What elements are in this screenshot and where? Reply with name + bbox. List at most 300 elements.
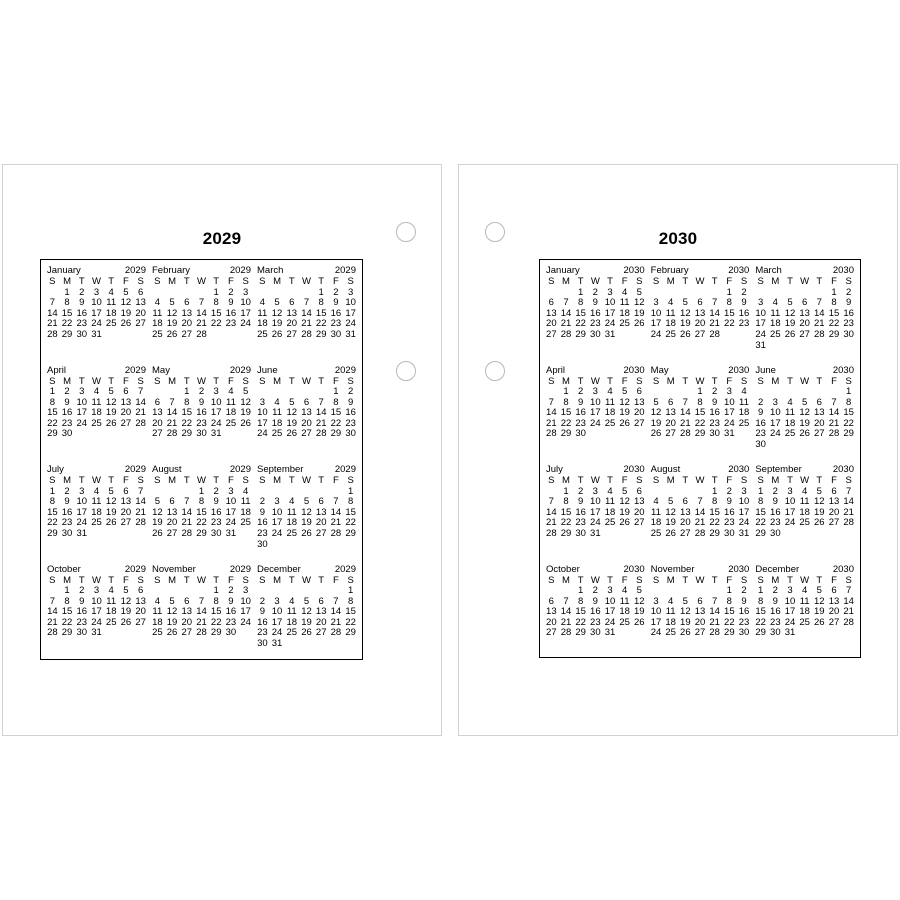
day-number: 3 — [607, 286, 613, 298]
day-number: 9 — [259, 506, 265, 518]
day-number: 19 — [814, 606, 825, 618]
day-number: 1 — [347, 585, 354, 597]
day-number: 30 — [330, 328, 342, 340]
day-number: 25 — [225, 417, 237, 429]
month-august — [149, 464, 254, 564]
month-year: 2029 — [229, 464, 251, 475]
month-name: January — [47, 265, 81, 276]
weekday-label: T — [787, 574, 793, 586]
day-number: 26 — [814, 616, 825, 628]
day-number: 3 — [787, 485, 793, 497]
weekday-label: T — [787, 375, 793, 387]
day-number: 12 — [680, 307, 691, 319]
day-number: 18 — [240, 506, 251, 518]
day-number: 1 — [184, 386, 190, 398]
day-number: 19 — [799, 417, 810, 429]
day-number: 12 — [799, 407, 810, 419]
day-number: 6 — [636, 386, 642, 398]
day-number: 7 — [548, 396, 554, 408]
day-number: 12 — [120, 297, 132, 309]
day-number: 16 — [590, 606, 601, 618]
day-number: 8 — [213, 297, 219, 309]
day-number: 23 — [738, 616, 750, 628]
day-number: 11 — [665, 606, 676, 618]
weekday-label: S — [154, 276, 161, 287]
day-number: 2 — [213, 485, 219, 497]
day-number: 27 — [694, 328, 706, 340]
day-number: 14 — [560, 606, 572, 618]
day-number: 11 — [225, 396, 236, 408]
day-number: 10 — [724, 396, 735, 408]
weekday-label: T — [711, 574, 718, 586]
day-number: 20 — [814, 417, 825, 429]
day-number: 30 — [257, 538, 268, 550]
day-number: 20 — [828, 506, 840, 518]
weekday-label: S — [347, 475, 354, 486]
day-number: 13 — [120, 396, 132, 408]
month-header — [544, 564, 647, 576]
day-number: 4 — [289, 496, 295, 508]
month-days-grid — [45, 377, 148, 441]
day-number: 18 — [286, 517, 298, 529]
day-number: 25 — [665, 328, 676, 340]
weekday-label: W — [695, 276, 705, 287]
weekday-label: T — [213, 574, 220, 586]
day-number: 11 — [651, 506, 661, 518]
weekday-label: M — [273, 276, 282, 287]
day-number: 9 — [79, 595, 85, 607]
weekday-label: W — [695, 375, 705, 387]
day-number: 11 — [152, 307, 163, 319]
day-number: 3 — [592, 386, 598, 398]
day-number: 17 — [91, 307, 102, 319]
day-number: 15 — [330, 407, 342, 419]
day-number: 6 — [831, 485, 837, 497]
day-number: 14 — [196, 307, 207, 319]
day-number: 4 — [108, 286, 114, 298]
month-header — [753, 564, 856, 576]
day-number: 29 — [330, 428, 342, 440]
day-number: 30 — [76, 328, 88, 340]
day-number: 6 — [123, 386, 129, 398]
day-number: 16 — [738, 307, 750, 319]
day-number: 28 — [330, 527, 342, 539]
day-number: 15 — [61, 307, 73, 319]
day-number: 27 — [166, 527, 178, 539]
day-number: 31 — [784, 627, 796, 639]
weekday-label: S — [137, 475, 144, 486]
day-number: 8 — [198, 496, 205, 508]
year-calendar-grid — [40, 259, 363, 660]
day-number: 20 — [301, 417, 312, 429]
day-number: 11 — [605, 396, 615, 408]
day-number: 8 — [347, 496, 354, 508]
weekday-label: S — [137, 574, 144, 586]
day-number: 7 — [169, 396, 175, 408]
day-number: 4 — [787, 396, 793, 408]
month-year: 2030 — [728, 464, 750, 475]
day-number: 25 — [286, 527, 298, 539]
weekday-label: S — [757, 276, 764, 287]
weekday-label: S — [845, 276, 852, 287]
day-number: 9 — [64, 496, 70, 508]
day-number: 11 — [240, 496, 251, 508]
day-number: 28 — [843, 517, 854, 529]
month-days-grid — [255, 476, 358, 550]
weekday-label: T — [108, 574, 115, 586]
day-number: 17 — [345, 307, 356, 319]
weekday-label: F — [621, 574, 628, 586]
weekday-label: M — [273, 375, 282, 387]
day-number: 21 — [560, 616, 572, 628]
day-number: 10 — [590, 496, 601, 508]
day-number: 8 — [712, 496, 718, 508]
month-year: 2029 — [334, 464, 356, 475]
day-number: 21 — [166, 417, 178, 429]
day-number: 26 — [619, 417, 630, 429]
day-number: 7 — [333, 595, 339, 607]
day-number: 25 — [152, 627, 163, 639]
day-number: 27 — [665, 428, 676, 440]
day-number: 26 — [680, 328, 691, 340]
day-number: 7 — [548, 496, 554, 508]
weekday-label: S — [242, 574, 249, 586]
day-number: 13 — [135, 595, 146, 607]
month-header — [45, 564, 148, 576]
day-number: 29 — [196, 527, 207, 539]
day-number: 25 — [91, 417, 102, 429]
day-number: 17 — [240, 307, 251, 319]
day-number: 3 — [758, 297, 764, 309]
day-number: 16 — [61, 407, 73, 419]
month-september — [752, 464, 857, 564]
day-number: 8 — [845, 396, 852, 408]
day-number: 28 — [181, 527, 193, 539]
weekday-label: M — [168, 276, 177, 287]
day-number: 21 — [828, 417, 840, 429]
day-number: 29 — [61, 627, 73, 639]
day-number: 8 — [758, 496, 764, 508]
day-number: 9 — [213, 496, 219, 508]
day-number: 30 — [843, 328, 854, 340]
day-number: 27 — [634, 417, 645, 429]
day-number: 23 — [196, 417, 207, 429]
day-number: 11 — [785, 407, 795, 419]
day-number: 21 — [694, 517, 706, 529]
day-number: 7 — [697, 496, 703, 508]
day-number: 27 — [120, 417, 132, 429]
day-number: 15 — [47, 506, 58, 518]
day-number: 9 — [64, 396, 70, 408]
weekday-label: T — [607, 475, 613, 486]
day-number: 16 — [225, 606, 237, 618]
day-number: 30 — [770, 527, 781, 539]
day-number: 20 — [181, 318, 193, 330]
day-number: 22 — [575, 318, 586, 330]
day-number: 13 — [694, 606, 706, 618]
month-year: 2029 — [334, 265, 356, 276]
day-number: 29 — [181, 428, 193, 440]
day-number: 10 — [271, 606, 283, 618]
month-year: 2030 — [832, 265, 854, 276]
day-number: 24 — [738, 517, 750, 529]
month-days-grid — [649, 377, 752, 441]
day-number: 18 — [604, 506, 616, 518]
day-number: 22 — [181, 417, 193, 429]
day-number: 16 — [590, 307, 601, 319]
weekday-label: S — [740, 375, 748, 387]
month-november — [648, 564, 753, 664]
day-number: 31 — [91, 328, 102, 340]
day-number: 17 — [590, 407, 601, 419]
weekday-label: T — [288, 475, 295, 486]
day-number: 11 — [665, 307, 676, 319]
day-number: 28 — [135, 417, 146, 429]
weekday-label: S — [652, 574, 660, 586]
day-number: 19 — [680, 616, 691, 628]
weekday-label: F — [831, 276, 837, 287]
day-number: 27 — [315, 527, 327, 539]
day-number: 20 — [634, 407, 645, 419]
day-number: 14 — [843, 496, 854, 508]
day-number: 28 — [546, 527, 557, 539]
day-number: 4 — [93, 485, 100, 497]
weekday-label: W — [302, 574, 311, 586]
day-number: 4 — [228, 386, 234, 398]
day-number: 16 — [76, 307, 88, 319]
day-number: 21 — [843, 506, 854, 518]
weekday-label: F — [621, 475, 628, 486]
day-number: 23 — [225, 318, 237, 330]
day-number: 24 — [650, 627, 662, 639]
day-number: 24 — [784, 616, 796, 628]
day-number: 12 — [120, 595, 132, 607]
day-number: 18 — [619, 606, 630, 618]
day-number: 16 — [575, 407, 586, 419]
day-number: 6 — [123, 485, 129, 497]
day-number: 23 — [843, 318, 854, 330]
day-number: 18 — [738, 407, 750, 419]
day-number: 13 — [694, 307, 706, 319]
day-number: 24 — [345, 318, 356, 330]
weekday-label: W — [695, 574, 705, 586]
month-name: March — [755, 265, 782, 276]
day-number: 26 — [105, 417, 117, 429]
day-number: 3 — [726, 386, 732, 398]
day-number: 13 — [546, 307, 557, 319]
weekday-label: W — [302, 475, 311, 486]
day-number: 25 — [604, 517, 616, 529]
day-number: 12 — [814, 595, 825, 607]
day-number: 15 — [560, 407, 572, 419]
day-number: 26 — [301, 527, 312, 539]
day-number: 2 — [845, 286, 852, 298]
day-number: 19 — [634, 307, 645, 319]
day-number: 16 — [210, 506, 222, 518]
day-number: 4 — [668, 297, 674, 309]
day-number: 29 — [575, 328, 586, 340]
weekday-label: M — [771, 276, 780, 287]
weekday-label: M — [168, 475, 177, 486]
weekday-label: W — [590, 574, 600, 586]
day-number: 20 — [665, 417, 676, 429]
weekday-label: S — [636, 475, 643, 486]
month-days-grid — [544, 377, 647, 441]
day-number: 20 — [120, 407, 132, 419]
day-number: 25 — [799, 616, 810, 628]
day-number: 10 — [604, 297, 616, 309]
day-number: 7 — [563, 297, 569, 309]
day-number: 13 — [315, 606, 327, 618]
weekday-label: T — [108, 475, 115, 486]
day-number: 12 — [166, 307, 178, 319]
day-number: 10 — [240, 595, 251, 607]
day-number: 13 — [315, 506, 327, 518]
weekday-label: F — [726, 375, 733, 387]
day-number: 23 — [575, 517, 586, 529]
day-number: 2 — [79, 286, 85, 298]
day-number: 7 — [198, 595, 205, 607]
day-number: 21 — [680, 417, 691, 429]
day-number: 24 — [590, 417, 601, 429]
day-number: 1 — [578, 585, 584, 597]
day-number: 25 — [286, 627, 298, 639]
weekday-label: S — [548, 574, 555, 586]
day-number: 3 — [93, 585, 100, 597]
day-number: 8 — [726, 297, 732, 309]
day-number: 24 — [590, 517, 601, 529]
month-name: May — [650, 364, 669, 376]
day-number: 18 — [91, 407, 102, 419]
day-number: 26 — [301, 627, 312, 639]
day-number: 26 — [166, 328, 178, 340]
day-number: 27 — [814, 428, 825, 440]
day-number: 26 — [240, 417, 251, 429]
weekday-label: F — [726, 475, 733, 486]
month-august — [648, 464, 753, 564]
day-number: 14 — [330, 606, 342, 618]
day-number: 6 — [318, 496, 324, 508]
day-number: 5 — [303, 595, 310, 607]
day-number: 9 — [259, 606, 265, 618]
day-number: 17 — [240, 606, 251, 618]
day-number: 25 — [271, 428, 283, 440]
weekday-label: M — [666, 276, 675, 287]
day-number: 11 — [272, 407, 282, 419]
day-number: 20 — [286, 318, 298, 330]
day-number: 25 — [650, 527, 662, 539]
month-year: 2030 — [623, 364, 645, 376]
weekday-label: F — [123, 574, 129, 586]
month-name: June — [257, 364, 278, 376]
weekday-label: T — [682, 375, 689, 387]
month-days-grid — [45, 476, 148, 540]
day-number: 22 — [47, 517, 58, 529]
weekday-label: W — [197, 475, 206, 486]
day-number: 3 — [242, 286, 249, 298]
day-number: 2 — [772, 585, 778, 597]
day-number: 27 — [694, 627, 706, 639]
calendar-page-2030 — [458, 164, 898, 736]
day-number: 8 — [697, 396, 703, 408]
day-number: 26 — [665, 527, 676, 539]
day-number: 30 — [738, 627, 750, 639]
day-number: 12 — [166, 606, 178, 618]
day-number: 13 — [181, 606, 193, 618]
day-number: 17 — [604, 606, 616, 618]
day-number: 25 — [619, 318, 630, 330]
day-number: 28 — [709, 328, 720, 340]
year-title: 2029 — [202, 229, 242, 248]
month-days-grid — [544, 476, 647, 540]
day-number: 13 — [546, 606, 557, 618]
day-number: 15 — [694, 407, 706, 419]
day-number: 6 — [697, 297, 703, 309]
month-header — [544, 365, 647, 377]
month-july — [543, 464, 648, 564]
weekday-label: F — [123, 375, 129, 387]
day-number: 29 — [210, 627, 222, 639]
weekday-label: S — [757, 375, 764, 387]
day-number: 2 — [592, 286, 598, 298]
day-number: 13 — [301, 407, 312, 419]
day-number: 3 — [93, 286, 100, 298]
month-january — [44, 265, 149, 365]
month-year: 2029 — [124, 364, 146, 376]
weekday-label: F — [333, 375, 339, 387]
day-number: 23 — [575, 417, 586, 429]
day-number: 6 — [548, 297, 554, 309]
day-number: 3 — [228, 485, 234, 497]
weekday-label: W — [92, 475, 101, 486]
day-number: 21 — [135, 407, 146, 419]
day-number: 13 — [814, 407, 825, 419]
day-number: 25 — [105, 616, 117, 628]
day-number: 28 — [196, 627, 207, 639]
day-number: 5 — [636, 286, 642, 298]
day-number: 22 — [210, 318, 222, 330]
day-number: 1 — [563, 386, 569, 398]
day-number: 15 — [755, 606, 766, 618]
day-number: 3 — [259, 396, 265, 408]
weekday-label: W — [695, 475, 705, 486]
day-number: 4 — [154, 297, 160, 309]
day-number: 23 — [225, 616, 237, 628]
weekday-label: T — [318, 276, 325, 287]
day-number: 1 — [49, 485, 55, 497]
day-number: 23 — [76, 616, 88, 628]
month-name: April — [546, 364, 566, 376]
day-number: 27 — [286, 328, 298, 340]
weekday-label: T — [78, 276, 85, 287]
day-number: 19 — [634, 606, 645, 618]
day-number: 15 — [724, 606, 735, 618]
day-number: 24 — [650, 328, 662, 340]
day-number: 2 — [259, 496, 265, 508]
year-calendar-grid — [539, 259, 861, 658]
day-number: 3 — [741, 485, 747, 497]
day-number: 17 — [210, 407, 222, 419]
day-number: 31 — [724, 428, 735, 440]
day-number: 18 — [770, 318, 781, 330]
day-number: 18 — [152, 318, 163, 330]
day-number: 11 — [286, 606, 297, 618]
month-february — [149, 265, 254, 365]
day-number: 30 — [225, 627, 237, 639]
day-number: 5 — [636, 585, 642, 597]
weekday-label: S — [845, 574, 852, 586]
day-number: 29 — [315, 328, 327, 340]
